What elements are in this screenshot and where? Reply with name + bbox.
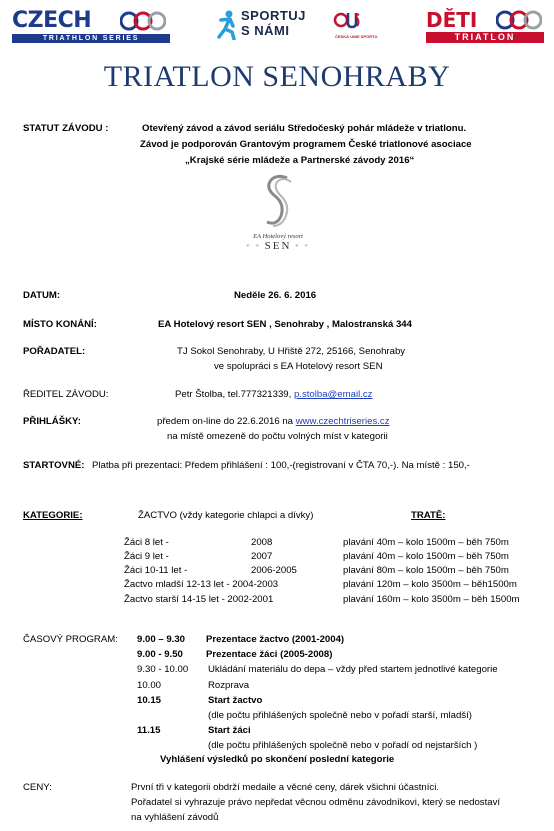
poradatel-label: POŘADATEL: <box>23 346 86 357</box>
startovne-label: STARTOVNÉ: <box>23 460 85 471</box>
czech-logo-subtitle: TRIATHLON SERIES <box>42 35 140 42</box>
datum-value: Neděle 26. 6. 2016 <box>234 290 317 301</box>
category-row: Žáci 9 let - <box>124 551 169 562</box>
statut-line2: Závod je podporován Grantovým programem České triatlonové asociace <box>140 139 472 150</box>
olympic-rings-icon <box>120 10 166 32</box>
misto-value: EA Hotelový resort SEN , Senohraby , Malostranská 344 <box>158 319 412 330</box>
program-text: Start žactvo <box>208 695 263 706</box>
cus-caption: ČESKÁ UNIE SPORTU <box>335 34 378 39</box>
statut-label: STATUT ZÁVODU : <box>23 123 109 134</box>
hotel-logo-subtitle: EA Hotelový resort <box>253 233 303 240</box>
deti-triatlon-logo <box>426 8 544 42</box>
prihlasky-link[interactable]: www.czechtriseries.cz <box>295 416 390 427</box>
program-closing: Vyhlášení výsledků po skončení poslední kategorie <box>160 754 395 765</box>
deti-logo-subtitle: TRIATLON <box>454 32 516 42</box>
ceny-line3: na vyhlášení závodů <box>131 812 219 823</box>
hotel-sen-logo: EA Hotelový resort * * SEN * * <box>238 172 318 272</box>
category-row: Žáci 8 let - <box>124 537 169 548</box>
czech-triathlon-series-logo <box>12 8 170 42</box>
statut-line3: „Krajské série mládeže a Partnerské závody 2016“ <box>185 155 415 166</box>
reditel-value: Petr Štolba, tel.777321339, <box>175 389 294 400</box>
poradatel-line1: TJ Sokol Senohraby, U Hřiště 272, 25166, Senohraby <box>177 346 406 357</box>
cus-emblem-icon <box>333 8 363 32</box>
reditel-email-link[interactable]: p.stolba@email.cz <box>293 389 373 400</box>
category-row: Žactvo mladší 12-13 let - 2004-2003 <box>124 579 279 590</box>
misto-label: MÍSTO KONÁNÍ: <box>23 319 97 330</box>
page-title: TRIATLON SENOHRABY <box>103 60 451 93</box>
ceny-label: CENY: <box>23 782 52 793</box>
program-text: Start žáci <box>208 725 251 736</box>
prihlasky-line2: na místě omezeně do počtu volných míst v kategorii <box>167 431 388 442</box>
sportuj-s-nami-logo <box>215 8 378 46</box>
reditel-label: ŘEDITEL ZÁVODU: <box>23 389 109 400</box>
kategorie-label: KATEGORIE: <box>23 510 83 521</box>
program-text: (dle počtu přihlášených společně nebo v pořadí od nejstarších ) <box>208 740 478 751</box>
program-time: 11.15 <box>137 725 161 736</box>
sportuj-line1: SPORTUJ <box>241 8 306 23</box>
czech-logo-word: CZECH <box>12 8 92 33</box>
program-time: 10.00 <box>137 680 162 691</box>
hotel-logo-name: SEN <box>264 240 292 252</box>
category-row: Žactvo starší 14-15 let - 2002-2001 <box>124 594 274 605</box>
trate-label: TRATĚ: <box>411 510 446 521</box>
program-text: Prezentace žactvo (2001-2004) <box>206 634 345 645</box>
startovne-value: Platba při prezentaci: Předem přihlášení : 100,-(registrovaní v ČTA 70,-). Na místě : 150,- <box>92 460 470 471</box>
program-time: 10.15 <box>137 695 162 706</box>
program-time: 9.00 – 9.30 <box>137 634 186 645</box>
deti-logo-word: DĚTI <box>426 8 478 32</box>
ceny-line2: Pořadatel si vyhrazuje právo nepředat věcnou odměnu závodníkovi, který se nedostaví <box>131 797 501 808</box>
statut-line1: Otevřený závod a závod seriálu Středočeský pohár mládeže v triatlonu. <box>142 123 467 134</box>
hotel-monogram-icon <box>255 172 301 230</box>
running-figure-icon <box>215 10 237 40</box>
poradatel-line2: ve spolupráci s EA Hotelový resort SEN <box>214 361 383 372</box>
program-text: Prezentace žáci (2005-2008) <box>206 649 333 660</box>
ceny-line1: První tři v kategorii obdrží medaile a věcné ceny, dárek všichni účastníci. <box>131 782 440 793</box>
prihlasky-label: PŘIHLÁŠKY: <box>23 416 81 427</box>
program-text: (dle počtu přihlášených společně nebo v pořadí starší, mladší) <box>208 710 472 721</box>
program-text: Ukládání materiálu do depa – vždy před startem jednotlivé kategorie <box>208 664 498 675</box>
rings-icon <box>496 9 542 31</box>
program-label: ČASOVÝ PROGRAM: <box>23 634 118 645</box>
sportuj-line2: S NÁMI <box>241 23 290 38</box>
program-time: 9.30 - 10.00 <box>137 664 189 675</box>
program-text: Rozprava <box>208 680 250 691</box>
program-time: 9.00 - 9.50 <box>137 649 183 660</box>
prihlasky-line1: předem on-line do 22.6.2016 na <box>157 416 296 427</box>
category-row: Žáci 10-11 let - <box>124 565 188 576</box>
datum-label: DATUM: <box>23 290 61 301</box>
kategorie-subtitle: ŽACTVO (vždy kategorie chlapci a dívky) <box>138 510 314 521</box>
